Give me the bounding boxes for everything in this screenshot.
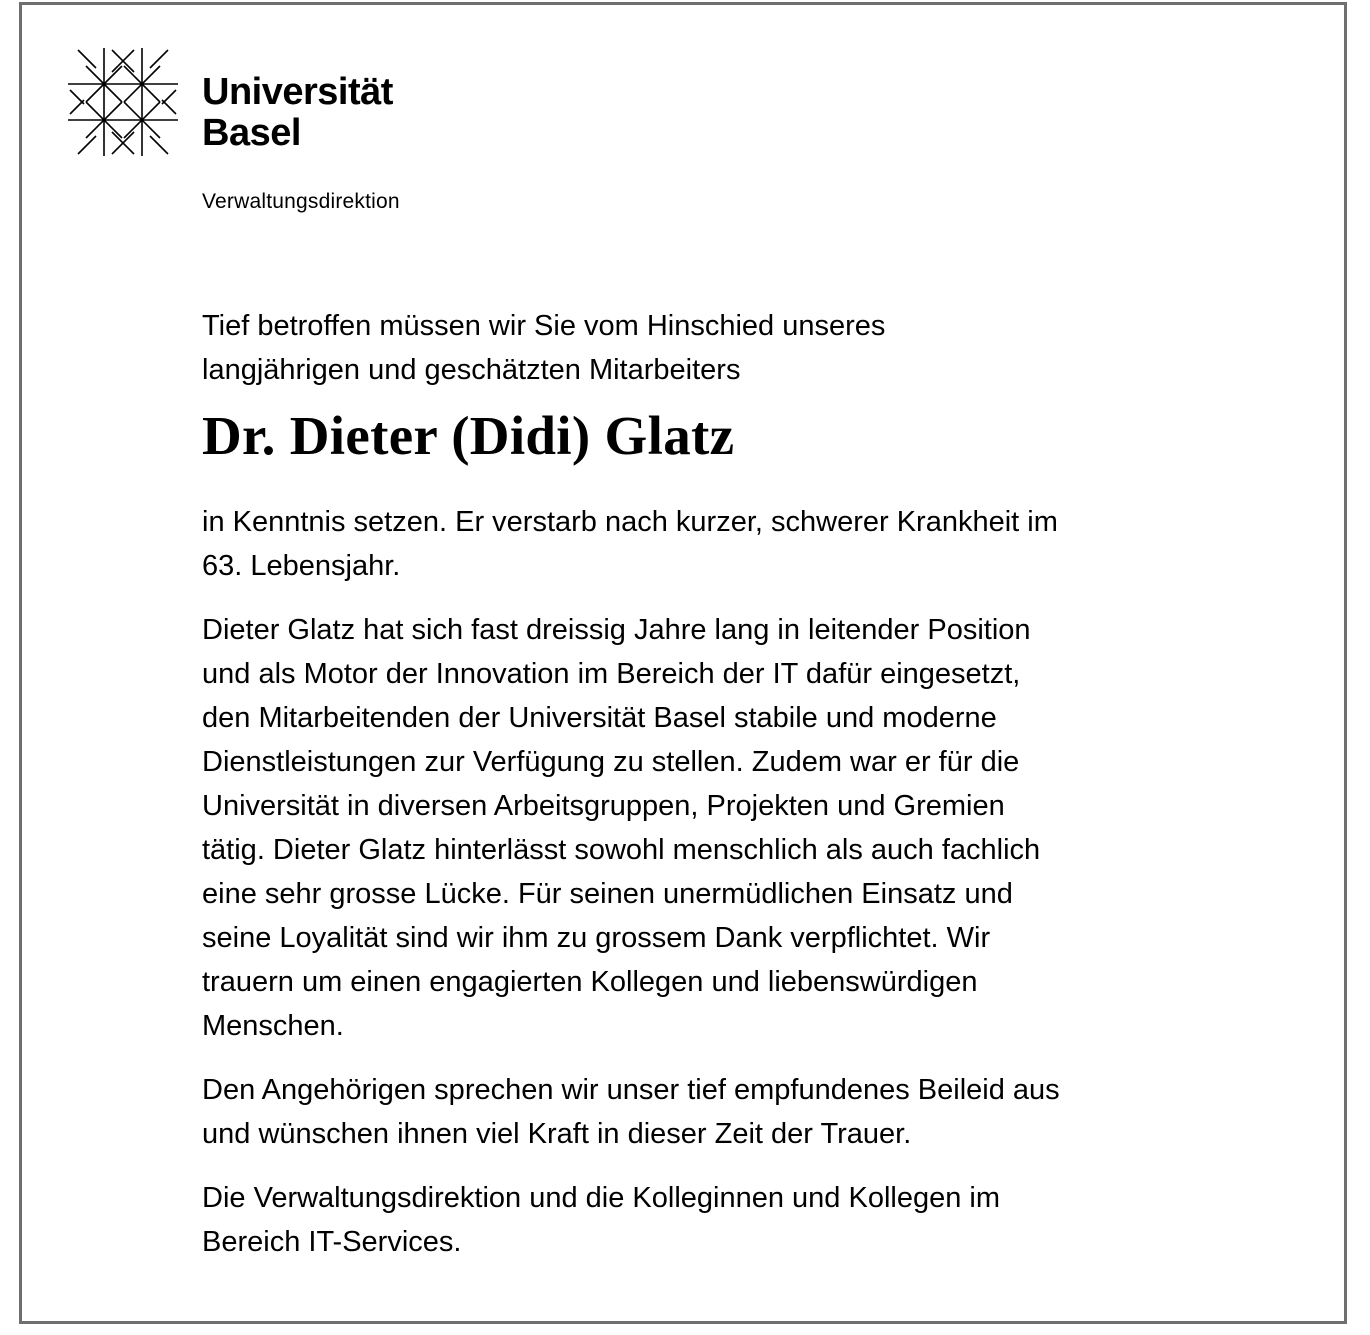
text-line: den Mitarbeitenden der Universität Basel stabile und moderne [202,702,997,734]
university-wordmark [202,72,393,154]
paragraph-condolences [202,1068,1312,1156]
text-line: 63. Lebensjahr. [202,550,401,582]
intro-paragraph [202,304,1312,392]
text-line: Universität in diversen Arbeitsgruppen, Projekten und Gremien [202,790,1005,822]
paragraph-signature [202,1176,1312,1264]
paragraph-announcement [202,500,1312,588]
text-line: und wünschen ihnen viel Kraft in dieser Zeit der Trauer. [202,1118,912,1150]
text-line: eine sehr grosse Lücke. Für seinen unermüdlichen Einsatz und [202,878,1013,910]
wordmark-line-1: Universität [202,71,393,113]
text-line: Bereich IT-Services. [202,1226,462,1258]
text-line: und als Motor der Innovation im Bereich der IT dafür eingesetzt, [202,658,1021,690]
text-line: Menschen. [202,1010,344,1042]
text-line: Dienstleistungen zur Verfügung zu stellen. Zudem war er für die [202,746,1020,778]
universitaet-basel-star-icon [66,46,180,158]
text-line: trauern um einen engagierten Kollegen und liebenswürdigen [202,966,978,998]
intro-line: langjährigen und geschätzten Mitarbeiters [202,354,741,386]
text-line: Die Verwaltungsdirektion und die Kolleginnen und Kollegen im [202,1182,1001,1214]
notice-body [202,304,1312,1284]
text-line: in Kenntnis setzen. Er verstarb nach kurzer, schwerer Krankheit im [202,506,1058,538]
intro-line: Tief betroffen müssen wir Sie vom Hinschied unseres [202,310,886,342]
deceased-name: Dr. Dieter (Didi) Glatz [202,405,735,466]
paragraph-tribute [202,608,1312,1048]
department-label: Verwaltungsdirektion [202,190,400,213]
text-line: Den Angehörigen sprechen wir unser tief empfundenes Beileid aus [202,1074,1060,1106]
wordmark-line-2: Basel [202,112,301,154]
text-line: seine Loyalität sind wir ihm zu grossem Dank verpflichtet. Wir [202,922,991,954]
text-line: Dieter Glatz hat sich fast dreissig Jahre lang in leitender Position [202,614,1031,646]
text-line: tätig. Dieter Glatz hinterlässt sowohl menschlich als auch fachlich [202,834,1041,866]
